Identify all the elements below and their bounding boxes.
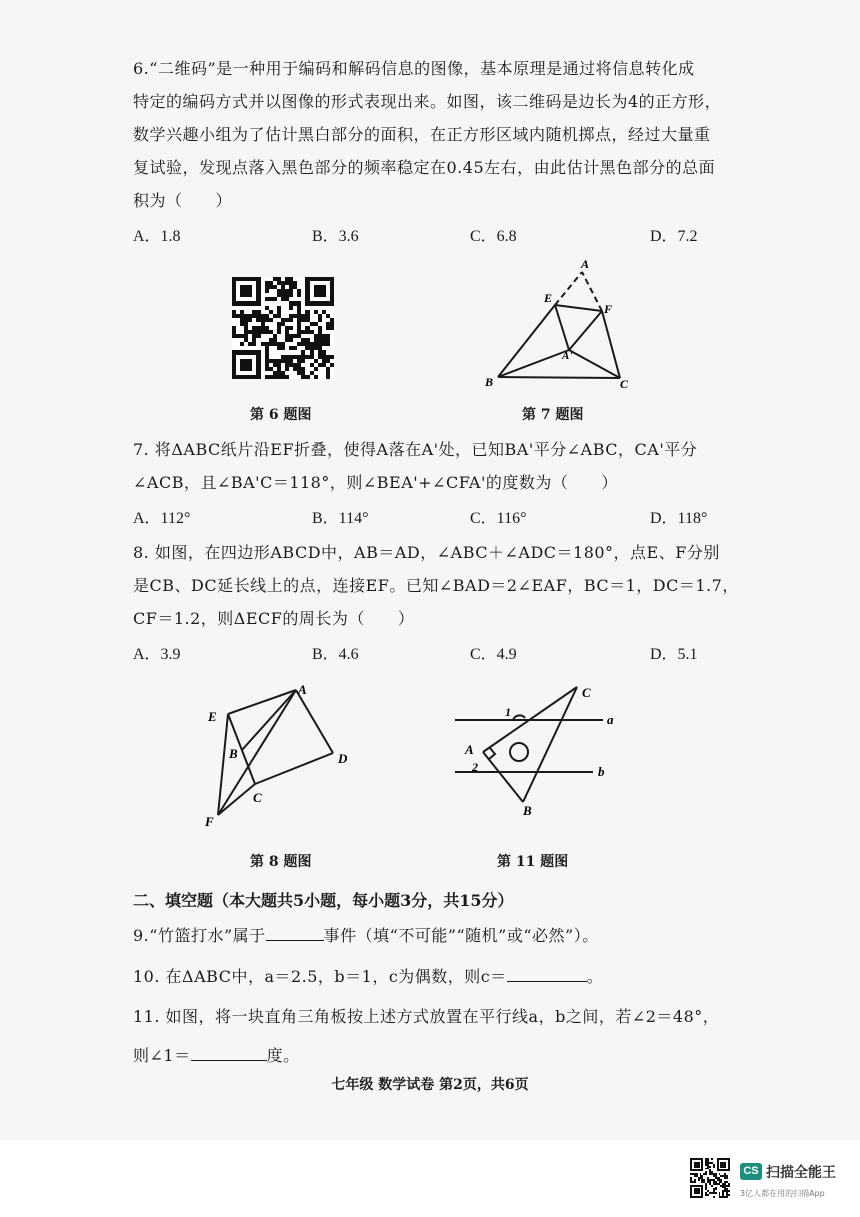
- q9-answer-blank[interactable]: [266, 926, 324, 941]
- fig7-label-c: C: [620, 377, 629, 390]
- fig8-label-f: F: [205, 814, 214, 829]
- fig11-label-b: B: [523, 803, 532, 818]
- fig7-label-f: F: [604, 302, 613, 316]
- q6-line-5: 积为（ ）: [133, 191, 233, 210]
- q6-line-2: 特定的编码方式并以图像的形式表现出来。如图，该二维码是边长为4的正方形，: [133, 92, 722, 111]
- fig11-parallel-lines-diagram: [445, 680, 625, 820]
- fig7-label-a: A: [581, 257, 590, 271]
- fig11-label-a: A: [465, 742, 474, 757]
- fig7-label-a-prime: A': [562, 350, 573, 362]
- q7-option-b: B．114°: [312, 510, 369, 527]
- q8-option-d: D．5.1: [650, 646, 698, 663]
- q8-line-2: 是CB、DC延长线上的点，连接EF。已知∠BAD＝2∠EAF，BC＝1，DC＝1.7，: [133, 576, 739, 595]
- fig7-label-b: B: [485, 375, 494, 389]
- q8-option-b: B．4.6: [312, 646, 359, 663]
- scanner-app-name: 扫描全能王: [766, 1165, 836, 1181]
- fig6-caption: 第 6 题图: [250, 407, 312, 423]
- q10-text-before: 10. 在ΔABC中，a＝2.5，b＝1，c为偶数，则c＝: [133, 967, 507, 986]
- q7-line-1: 7. 将ΔABC纸片沿EF折叠，使得A落在A'处，已知BA'平分∠ABC，CA'平分: [133, 440, 698, 459]
- fig7-caption: 第 7 题图: [522, 407, 584, 423]
- q8-line-1: 8. 如图，在四边形ABCD中，AB＝AD，∠ABC＋∠ADC＝180°，点E、F分别: [133, 543, 720, 562]
- q9-text-before: 9.“竹篮打水”属于: [133, 926, 266, 945]
- fig7-label-e: E: [544, 291, 553, 305]
- q7-line-2: ∠ACB，且∠BA'C＝118°，则∠BEA'+∠CFA'的度数为（ ）: [133, 473, 618, 492]
- scanner-qr-icon: [690, 1158, 730, 1198]
- q8-option-a: A．3.9: [133, 646, 181, 663]
- question-10: [133, 964, 603, 987]
- fig11-label-line-b: b: [598, 764, 605, 779]
- fig8-label-e: E: [208, 709, 217, 724]
- qr-code-image: [232, 277, 334, 379]
- page-footer: 七年级 数学试卷 第2页，共6页: [331, 1077, 529, 1093]
- q10-answer-blank[interactable]: [507, 967, 587, 982]
- fig11-caption: 第 11 题图: [497, 854, 569, 870]
- q7-option-d: D．118°: [650, 510, 708, 527]
- q11-line-2: [133, 1043, 300, 1066]
- scanner-app-tagline: 3亿人都在用的扫描App: [740, 1189, 825, 1198]
- q8-line-3: CF＝1.2，则ΔECF的周长为（ ）: [133, 609, 415, 628]
- question-9: [133, 923, 599, 946]
- q6-option-a: A．1.8: [133, 228, 181, 245]
- fig8-label-c: C: [253, 790, 262, 805]
- fig8-caption: 第 8 题图: [250, 854, 312, 870]
- q11-line-1: 11. 如图，将一块直角三角板按上述方式放置在平行线a，b之间，若∠2＝48°，: [133, 1007, 720, 1026]
- q6-option-d: D．7.2: [650, 228, 698, 245]
- fig11-label-angle-2: 2: [472, 760, 478, 774]
- q11-text-before: 则∠1＝: [133, 1046, 191, 1065]
- q7-option-c: C．116°: [470, 510, 527, 527]
- fig8-quadrilateral-diagram: [200, 678, 360, 833]
- q11-answer-blank[interactable]: [191, 1046, 267, 1061]
- q6-line-4: 复试验，发现点落入黑色部分的频率稳定在0.45左右，由此估计黑色部分的总面: [133, 158, 716, 177]
- q11-text-after: 度。: [266, 1046, 300, 1065]
- q9-text-after: 事件（填“不可能”“随机”或“必然”）。: [323, 926, 599, 945]
- q6-option-b: B．3.6: [312, 228, 359, 245]
- fig8-label-a: A: [298, 682, 307, 697]
- section-2-title: 二、填空题（本大题共5小题，每小题3分，共15分）: [133, 891, 514, 910]
- fig11-label-line-a: a: [607, 712, 614, 727]
- fig11-label-c: C: [582, 685, 591, 700]
- q7-option-a: A．112°: [133, 510, 191, 527]
- q6-line-3: 数学兴趣小组为了估计黑白部分的面积，在正方形区域内随机掷点，经过大量重: [133, 125, 711, 144]
- q8-option-c: C．4.9: [470, 646, 517, 663]
- fig8-label-d: D: [338, 751, 348, 766]
- fig11-label-angle-1: 1: [505, 705, 511, 719]
- q10-text-after: 。: [586, 967, 604, 986]
- q6-option-c: C．6.8: [470, 228, 517, 245]
- q6-line-1: 6.“二维码”是一种用于编码和解码信息的图像，基本原理是通过将信息转化成: [133, 59, 695, 78]
- scanner-logo-icon: CS: [740, 1163, 762, 1180]
- fig8-label-b: B: [229, 746, 238, 761]
- fig7-triangle-diagram: [480, 255, 640, 390]
